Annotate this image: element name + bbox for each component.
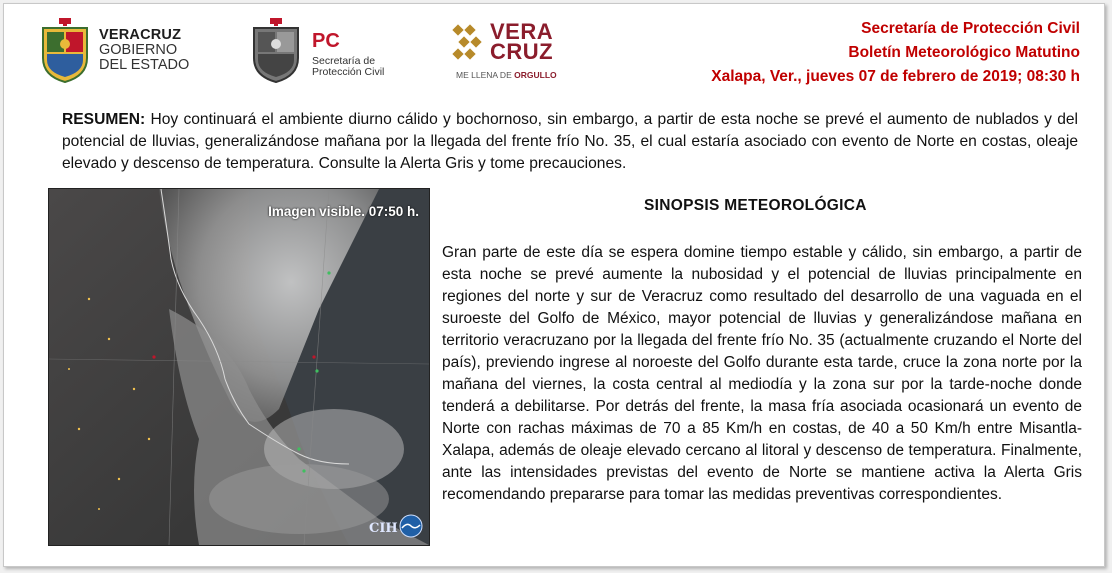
pc-shield-icon [248, 18, 304, 84]
satellite-map-graphic [49, 189, 429, 545]
brand-tagline [456, 70, 557, 80]
veracruz-shield-icon [37, 18, 93, 84]
brand-word-top: VERA [490, 19, 554, 44]
resumen-text: Hoy continuará el ambiente diurno cálido y bochornoso, sin embargo, a partir de esta noche se prevé el aumento de nublados y del potencial de lluvias, generalizándose mañana por la llegada del frente frío No. 35, el cual estaría asociado con evento de Norte en costas, oleaje elevado y descenso de temperatura. Consulte la Alerta Gris y tome precauciones. [62, 111, 1078, 172]
sinopsis-body: Gran parte de este día se espera domine tiempo estable y cálido, sin embargo, a partir de esta noche se prevé aumente la nubosidad y el potencial de lluvias principalmente en regiones del norte y sur de Veracruz como resultado del desarrollo de una vaguada en el suroeste del Golfo de México, mayor potencial de lluvias y generalizándose mañana en territorio veracruzano por la llegada del frente frío No. 35 (actualmente cruzando el Norte del país), previendo ingrese al noroeste del Golfo durante esta tarde, cruce la zona norte por la mañana del viernes, la costa central al mediodía y la zona sur por la tarde-noche donde tenderá a debilitarse. Por detrás del frente, la masa fría asociada ocasionará un evento de Norte con rachas máximas de 70 a 85 Km/h en costas, de 40 a 50 Km/h entre Misantla-Xalapa, además de oleaje elevado cercano al litoral y descenso de temperatura. Finalmente, ante las intensidades previstas del evento de Norte se mantiene activa la Alerta Gris recomendando prepararse para tomar las medidas preventivas correspondientes. [442, 244, 1082, 503]
pc-logo-line1: Secretaría de [312, 55, 376, 67]
cih-logo-icon [367, 513, 423, 539]
bulletin-page [3, 3, 1105, 567]
brand-pattern-icon [452, 24, 486, 64]
header-org: Secretaría de Protección Civil [861, 20, 1080, 37]
cih-logo-text: CIH [369, 521, 398, 536]
brand-word-bottom: CRUZ [490, 39, 554, 64]
proteccion-civil-logo [248, 18, 418, 88]
veracruz-logo-line3: DEL ESTADO [99, 57, 190, 73]
brand-tagline-prefix: ME LLENA DE [456, 70, 512, 80]
veracruz-logo-line1: VERACRUZ [99, 27, 182, 43]
satellite-image-label: Imagen visible. 07:50 h. [268, 204, 419, 219]
header-bulletin-title: Boletín Meteorológico Matutino [848, 44, 1080, 61]
header-place-date: Xalapa, Ver., jueves 07 de febrero de 2019; 08:30 h [711, 68, 1080, 85]
resumen-paragraph [62, 109, 1078, 175]
bulletin-header [711, 17, 1080, 89]
brand-tagline-emphasis: ORGULLO [514, 70, 557, 80]
veracruz-government-logo [37, 18, 207, 88]
sinopsis-title: SINOPSIS METEOROLÓGICA [644, 197, 867, 214]
satellite-image [48, 188, 430, 546]
pc-logo-line2: Protección Civil [312, 66, 385, 78]
resumen-label: RESUMEN: [62, 111, 146, 128]
pc-acronym: PC [312, 30, 340, 52]
veracruz-logo-line2: GOBIERNO [99, 42, 178, 58]
veracruz-brand-logo [452, 19, 562, 92]
